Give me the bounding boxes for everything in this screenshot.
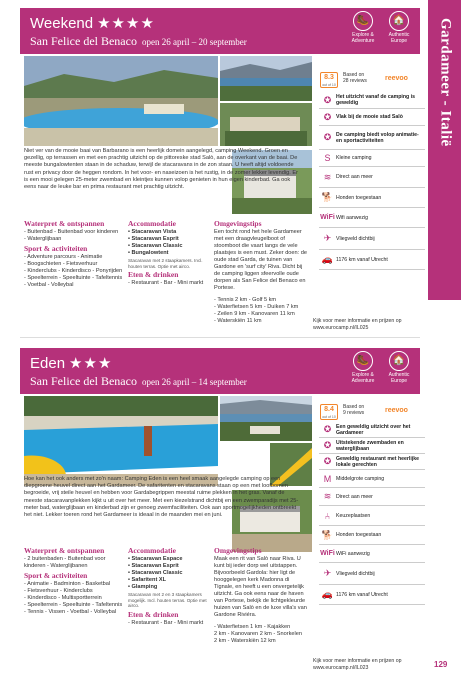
list-item: - Tennis - Vissen - Voetbal - Volleybal [24, 609, 117, 615]
hiker-icon: 🥾 [353, 351, 373, 371]
explore-badge: 🥾 Explore & Adventure [347, 351, 379, 384]
feature-row: WiFi WiFi aanwezig [319, 545, 425, 563]
dog-icon: 🐕 [321, 192, 334, 202]
surroundings-column [214, 545, 310, 645]
list-item: - Speelterrein - Speeltuinte - Tafeltennis [24, 275, 123, 281]
campsite-eden [0, 340, 428, 680]
star-icon: ✪ [323, 456, 332, 466]
list-item: - 2 buitenbaden - Buitenbad voor kinderen - Waterglijbanen [24, 556, 106, 569]
star-icon: ✪ [323, 111, 332, 122]
reevoo-rating [320, 404, 426, 422]
star-rating: ★★★★ [97, 15, 155, 32]
campsite-weekend [0, 0, 428, 335]
accommodation-note: Stacaravan met 2 en 3 staapkamers mogelijk. Incl. houten terras. Optie met airco. [128, 592, 207, 609]
reevoo-logo: reevoo [385, 75, 408, 82]
list-item: - Waterglijbaan [24, 236, 62, 242]
campsite-name: Weekend ★★★★ [30, 15, 155, 32]
open-period: open 26 april – 14 september [141, 377, 247, 387]
amenities-column [24, 545, 124, 616]
castle-icon: 🏠 [389, 11, 409, 31]
reevoo-logo: reevoo [385, 407, 408, 414]
theme-badges [347, 11, 415, 44]
car-icon: 🚗 [321, 254, 334, 264]
campsite-intro: Niet ver van de mooie baai van Barbarano is een heerlijk domein aangelegd, camping Weekend. Groen en gezellig, op terrassen en met een prachtig uitzicht op de pittoreske stad Salò, aan de overkant van de baai. De meeste bungalowtenten staan in de schaduw, terwijl de stacaravans in de zon staan. U heeft altijd voldoende rust en privacy door de heggen rondom. In het voor- en naseizoen is het rustig, in de zomer lekker levendig. Er is een mooi gelegen 25-meter zwembad en kleintjes kunnen volop genieten in hun eigen kinderbad. Ga ook eens naar de leuke bar en prima restaurant met prachtig uitzicht. [24, 148, 298, 191]
reevoo-rating [320, 72, 426, 90]
more-info: Kijk voor meer informatie en prijzen op www.eurocamp.nl/IL025 [313, 318, 402, 331]
sport-heading: Sport & activiteiten [24, 244, 88, 253]
more-info: Kijk voor meer informatie en prijzen op www.eurocamp.nl/IL023 [313, 658, 402, 671]
photo-pool [24, 56, 218, 146]
campsite-header [20, 8, 420, 54]
section-divider [20, 337, 420, 338]
eten-heading: Eten & drinken [128, 270, 179, 280]
side-banner [428, 0, 461, 680]
region-title: Gardameer - Italië [437, 18, 454, 147]
feature-row: M Middelgrote camping [319, 470, 425, 488]
campsite-location: San Felice del Benaco open 26 april – 14 september [30, 374, 247, 388]
list-item: - Waterfietsen 5 km - Duiken 7 km [214, 304, 299, 310]
lake-icon: ≋ [323, 171, 332, 182]
feature-row: 🚗 1176 km vanaf Utrecht [319, 250, 425, 270]
feature-row: S Kleine camping [319, 150, 425, 167]
list-item: 2 km - Waterskiën 12 km [214, 638, 276, 644]
feature-row: ≋ Direct aan meer [319, 167, 425, 188]
star-icon: ✪ [323, 424, 332, 434]
side-tab [428, 0, 461, 300]
feature-row: ✪ De camping biedt volop animatie- en sportactiviteiten [319, 126, 425, 150]
list-item: - Buitenbad - Buitenbad voor kinderen [24, 229, 119, 235]
hiker-icon: 🥾 [353, 11, 373, 31]
list-item: 2 km - Kanovaren 2 km - Snorkelen [214, 631, 302, 637]
eten-heading: Eten & drinken [128, 609, 179, 619]
authentic-badge: 🏠 Authentic Europe [383, 351, 415, 384]
feature-row: ✪ Vlak bij de mooie stad Salò [319, 109, 425, 126]
list-item: - Kinderdisco - Multisportterrein [24, 595, 102, 601]
accommodation-note: Stacaravan met 2 staapkamers. Incl. houten terras. Optie met airco. [128, 258, 203, 269]
feature-row: ⑃ Keuzeplaatsen [319, 506, 425, 526]
list-item: - Zeilen 9 km - Kanovaren 11 km [214, 311, 295, 317]
surroundings-text: Maak een rit van Salò naar Riva. U kunt bij ieder dorp wel uitstappen. Bijvoorbeeld Gardola: hier ligt de hooggelegen kerk Madonna di Tignale, en heeft u een onvergetelijk uitzicht. Ga ook eens naar de haven van Portese, bekijk de lichtgekleurde huizen van Salò en de luxe villa's van Gardone Riviéra. [214, 556, 307, 618]
rating-score: 8.3 out of 10 [320, 72, 338, 88]
wifi-icon: WiFi [320, 550, 335, 557]
list-item: • Bungalowtent [128, 250, 169, 256]
authentic-badge: 🏠 Authentic Europe [383, 11, 415, 44]
accommodation-column [128, 545, 212, 627]
page-number: 129 [434, 660, 448, 669]
size-s-icon: S [324, 153, 331, 163]
size-m-icon: M [323, 473, 332, 484]
rating-based-on: Based on 28 reviews [343, 72, 367, 84]
list-item: - Waterskiën 11 km [214, 318, 262, 324]
omgeving-heading: Omgevingstips [214, 219, 262, 228]
photo-lake-view [220, 396, 312, 441]
dog-icon: 🐕 [321, 529, 334, 540]
list-item: • Stacaravan Esprit [128, 563, 179, 569]
star-icon: ✪ [323, 94, 332, 105]
feature-row: 🐕 Honden toegestaan [319, 188, 425, 208]
list-item: • Glamping [128, 584, 158, 590]
campsite-location: San Felice del Benaco open 26 april – 20 september [30, 34, 247, 48]
explore-badge: 🥾 Explore & Adventure [347, 11, 379, 44]
list-item: - Animatie - Badminton - Basketbal [24, 581, 111, 587]
amenities-column [24, 218, 124, 289]
open-period: open 26 april – 20 september [141, 37, 247, 47]
feature-row: ≋ Direct aan meer [319, 488, 425, 506]
lake-icon: ≋ [323, 491, 332, 501]
rating-based-on: Based on 9 reviews [343, 404, 365, 416]
feature-row: 🚗 1176 km vanaf Utrecht [319, 585, 425, 605]
list-item: • Stacaravan Classic [128, 570, 183, 576]
feature-row: ✪ Geweldig restaurant met heerlijke lokale gerechten [319, 454, 425, 470]
feature-row: ✪ Uitstekende zwembaden en waterglijbaan [319, 438, 425, 454]
star-rating: ★★★ [69, 355, 113, 372]
feature-row: ✈ Vliegveld dichtbij [319, 563, 425, 585]
feature-list [319, 422, 425, 605]
omgeving-heading: Omgevingstips [214, 546, 262, 555]
list-item: - Kinderclubs - Kinderdisco - Ponyrijden [24, 268, 123, 274]
photo-terrace [220, 103, 312, 146]
photo-pool [24, 396, 218, 486]
list-item: - Voetbal - Volleybal [24, 282, 74, 288]
sport-heading: Sport & activiteiten [24, 571, 88, 580]
list-item: • Stacaravan Vista [128, 229, 177, 235]
star-icon: ✪ [323, 132, 332, 142]
list-item: - Boogschieten - Fietsverhuur [24, 261, 98, 267]
list-item: • Stacaravan Classic [128, 243, 183, 249]
feature-list [319, 92, 425, 270]
list-item: - Adventure parcours - Animatie [24, 254, 103, 260]
list-item: • Stacaravan Esprit [128, 236, 179, 242]
list-item: - Restaurant - Bar - Mini markt [128, 619, 204, 626]
plane-icon: ✈ [323, 233, 332, 243]
waterpret-heading: Waterpret & ontspannen [24, 546, 105, 555]
accommodation-column [128, 218, 212, 287]
plane-icon: ✈ [323, 568, 332, 578]
campsite-intro: Hoe kan het ook anders met zo'n naam: Camping Eden is een heel smaak aangelegde camping op een diepgroene heuvel direct aan het Gardameer. De safaritenten en stacaravans staan op een met loofbomen begroeide, vrij steile heuvel en hebben voor Gardabegrippen meestal ruime plekken in het gras. Vanaf de meeste stacaravanplekken kijkt u uit over het meer. Met een kiezelstrand dichtbij en een zwemparadijs met 25-meter bad, waterglijbaan en kinderbad zijn er genoeg zwemfaciliteiten. Ook aan sportmogelijkheden ontbreekt het niet. Lekker toeren rond het Gardameer is ideaal in de maanden mei en juni. [24, 476, 299, 519]
feature-row: ✈ Vliegveld dichtbij [319, 228, 425, 250]
car-icon: 🚗 [321, 589, 334, 599]
wifi-icon: WiFi [320, 214, 335, 221]
rating-score: 8.4 out of 10 [320, 404, 338, 420]
list-item: - Tennis 2 km - Golf 5 km [214, 297, 277, 303]
list-item: • Safaritent XL [128, 577, 167, 583]
waterpret-heading: Waterpret & ontspannen [24, 219, 105, 228]
campsite-name: Eden ★★★ [30, 355, 113, 372]
photo-lake-view [220, 56, 312, 101]
star-icon: ✪ [323, 440, 332, 450]
campsite-header [20, 348, 420, 394]
theme-badges [347, 351, 415, 384]
feature-row: WiFi Wifi aanwezig [319, 208, 425, 228]
list-item: - Restaurant - Bar - Mini markt [128, 280, 204, 287]
chair-icon: ⑃ [324, 510, 331, 521]
list-item: - Waterfietsen 1 km - Kajakken [214, 624, 291, 630]
list-item: - Speelterrein - Speeltuinte - Tafeltennis [24, 602, 123, 608]
surroundings-column [214, 218, 310, 325]
accommodatie-heading: Accommodatie [128, 546, 176, 555]
feature-row: ✪ Het uitzicht vanaf de camping is geweldig [319, 92, 425, 109]
feature-row: 🐕 Honden toegestaan [319, 526, 425, 545]
surroundings-text: Een tocht rond het hele Gardameer met een draagvleugelboot of stoomboot die vaart langs de vele plaatsjes is een must. Zeker doen: de oude stad Garda, de tuinen van Gardone en 'surf city' Riva. Dicht bij de camping liggen sfeervolle oude dorpen als San Felice del Benaco en Portese. [214, 229, 307, 291]
list-item: - Fietsverhuur - Kinderclubs [24, 588, 93, 594]
feature-row: ✪ Een geweldig uitzicht over het Gardameer [319, 422, 425, 438]
accommodatie-heading: Accommodatie [128, 219, 176, 228]
list-item: • Stacaravan Espace [128, 556, 183, 562]
castle-icon: 🏠 [389, 351, 409, 371]
